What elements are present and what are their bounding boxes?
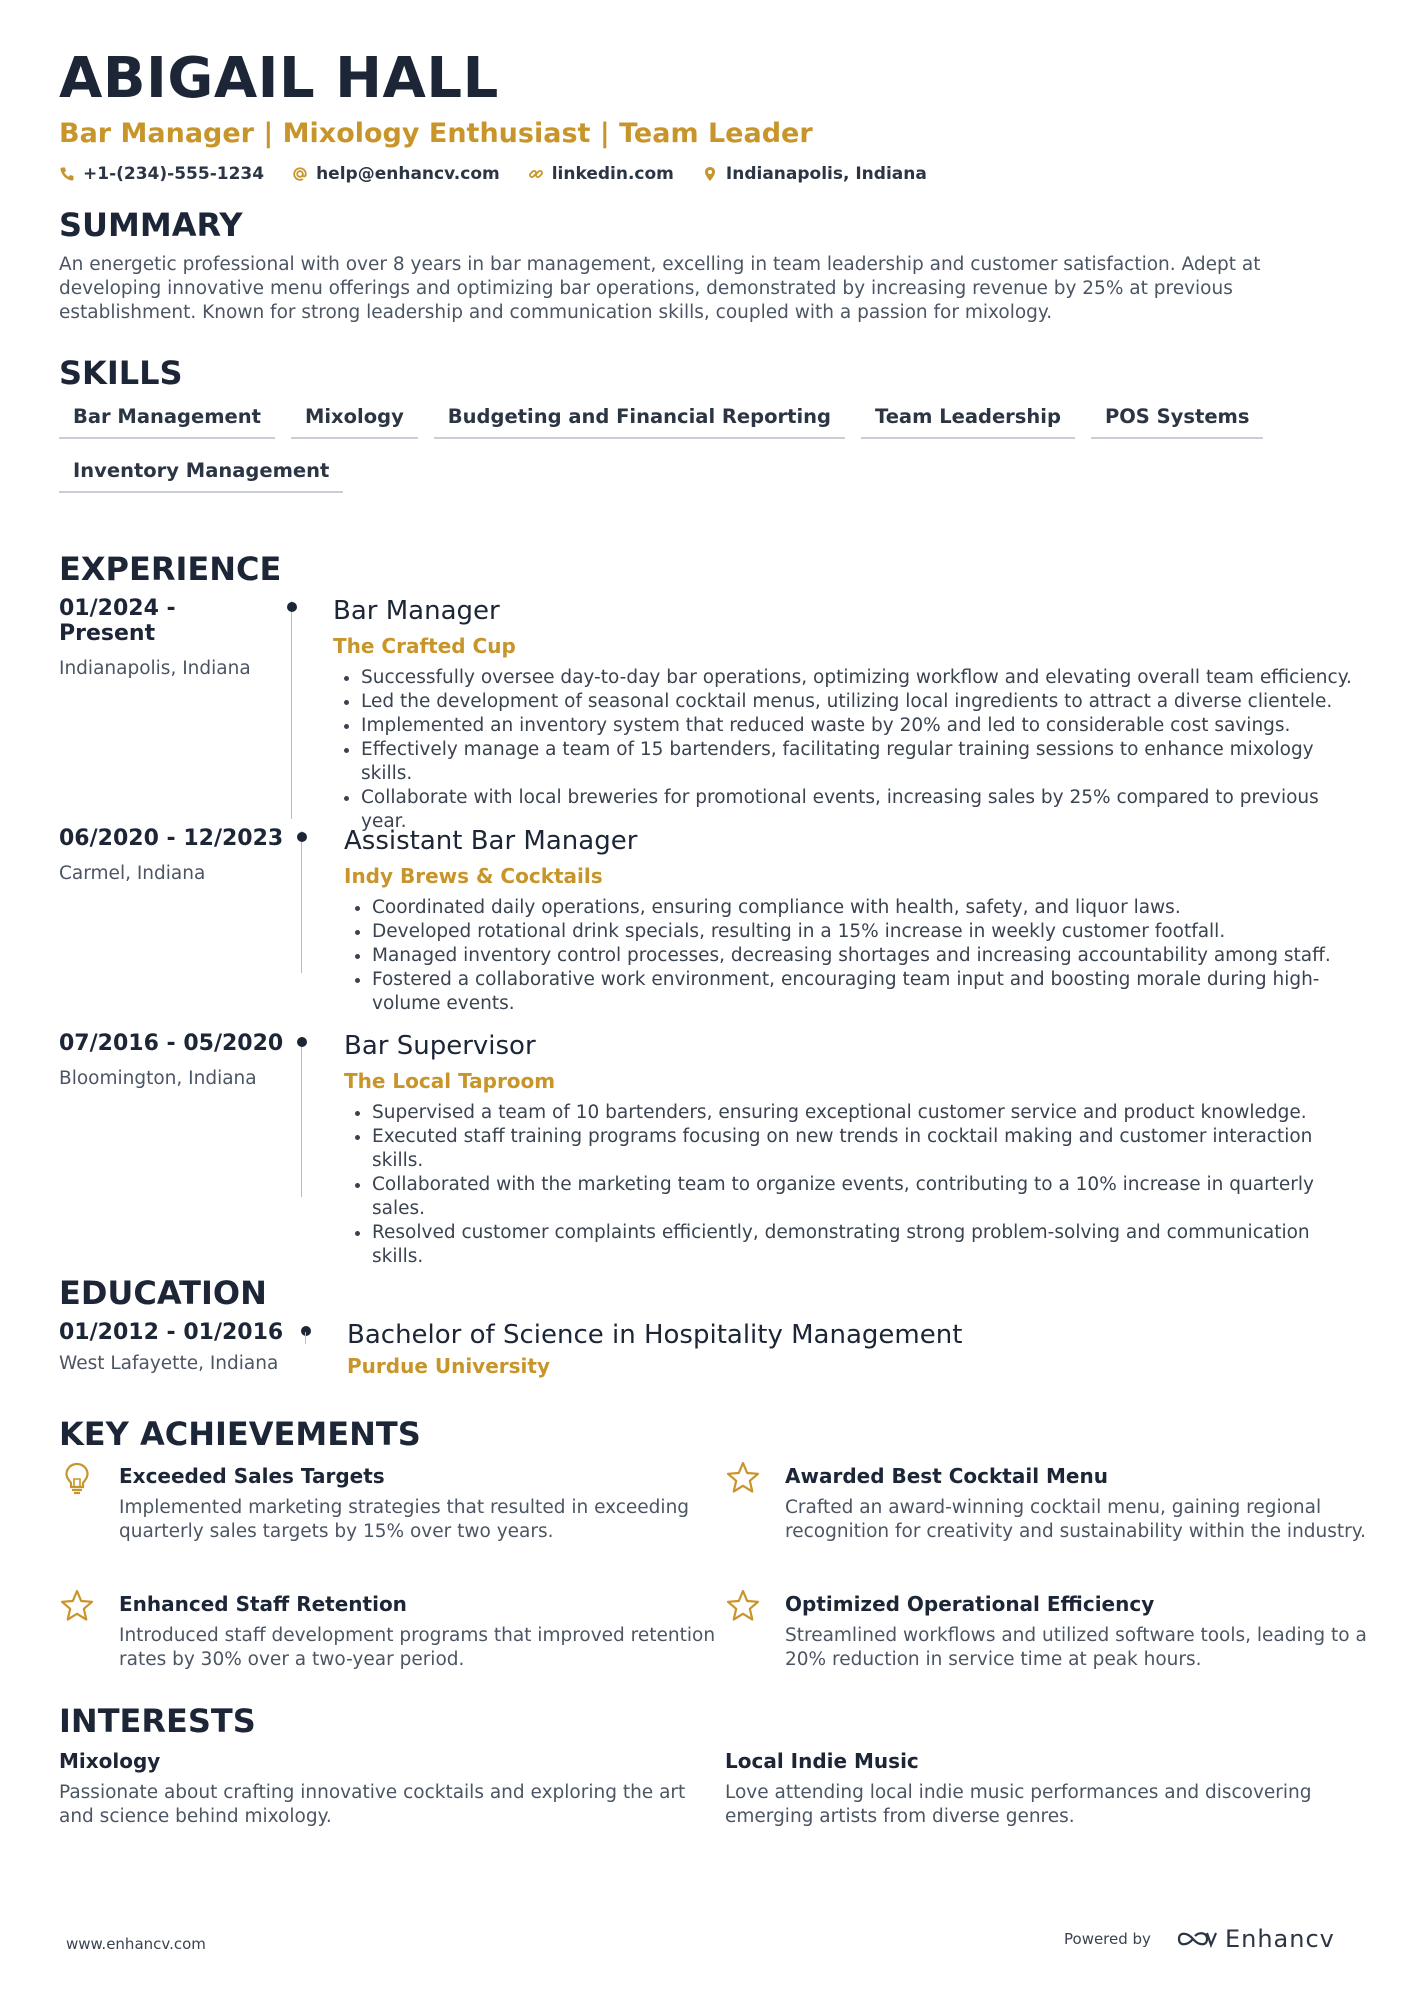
skill-tag: Budgeting and Financial Reporting [434,399,845,439]
enhancv-logo-icon [1175,1927,1219,1951]
education-dates: 01/2012 - 01/2016 [59,1320,284,1345]
achievement-title: Awarded Best Cocktail Menu [785,1464,1108,1488]
phone-text: +1-(234)-555-1234 [83,164,265,184]
linkedin-text: linkedin.com [551,164,674,184]
interest-desc: Love attending local indie music performances and discovering emerging artists from diverse genres. [725,1782,1312,1827]
section-title: SKILLS [59,354,183,392]
achievement-title: Enhanced Staff Retention [119,1592,407,1616]
star-icon [725,1588,761,1624]
contact-bar [59,164,1354,184]
skills-section [59,353,1354,493]
education-location: West Lafayette, Indiana [59,1353,279,1374]
footer-branding[interactable] [1064,1925,1335,1953]
interest-item [59,1749,699,1829]
summary-section [59,205,1354,325]
star-icon [725,1460,761,1496]
location-pin-icon [702,166,718,182]
timeline-line [305,1332,306,1344]
candidate-name: ABIGAIL HALL [59,46,499,111]
bullet-item: • Fostered a collaborative work environment, encouraging team input and boosting morale during high-volume events. [372,968,1354,1016]
bullet-item: • Collaborated with the marketing team to organize events, contributing to a 10% increase in quarterly sales. [372,1173,1354,1221]
timeline-line [301,1037,302,1197]
job-company: The Crafted Cup [333,634,516,658]
achievement-desc: Streamlined workflows and utilized software tools, leading to a 20% reduction in service time at peak hours. [785,1625,1367,1670]
resume-header [59,44,1354,184]
bullet-item: • Implemented an inventory system that reduced waste by 20% and led to considerable cost savings. [361,714,1353,738]
job-dates: 07/2016 - 05/2020 [59,1031,284,1056]
job-role: Bar Supervisor [344,1031,536,1061]
job-location: Bloomington, Indiana [59,1068,257,1089]
achievement-desc: Implemented marketing strategies that resulted in exceeding quarterly sales targets by 15% over two years. [119,1497,690,1542]
job-company: Indy Brews & Cocktails [344,864,603,888]
bullet-item: • Executed staff training programs focusing on new trends in cocktail making and customer interaction skills. [372,1125,1354,1173]
timeline-dot [297,1037,307,1047]
achievement-item [119,1592,719,1672]
timeline-line [301,831,302,973]
skill-tag: POS Systems [1091,399,1264,439]
brand-name: Enhancv [1224,1925,1335,1953]
interest-item [725,1749,1345,1829]
contact-email[interactable] [292,164,500,184]
phone-icon [59,166,75,182]
contact-location [702,164,927,184]
job-role: Bar Manager [333,596,500,626]
section-title: EXPERIENCE [59,550,282,588]
section-title: INTERESTS [59,1702,256,1740]
powered-by-label: Powered by [1064,1930,1151,1948]
section-title: EDUCATION [59,1274,267,1312]
job-dates: 06/2020 - 12/2023 [59,826,284,851]
candidate-title: Bar Manager | Mixology Enthusiast | Team Leader [59,118,813,149]
timeline-dot [301,1326,311,1336]
summary-text: An energetic professional with over 8 years in bar management, excelling in team leadership and customer satisfaction. Adept at developing innovative menu offerings and optimizing bar operations, demonstrated by increasing revenue by 25% at previous establishment. Known for strong leadership and communication skills, coupled with a passion for mixology. [59,254,1261,323]
skill-tag: Team Leadership [861,399,1075,439]
interest-title: Mixology [59,1749,161,1773]
bullet-item: • Led the development of seasonal cocktail menus, utilizing local ingredients to attract a diverse clientele. [361,690,1353,714]
star-icon [59,1588,95,1624]
job-bullets [344,1101,1354,1269]
skill-tag: Bar Management [59,399,275,439]
contact-phone[interactable] [59,164,264,184]
bullet-item: • Collaborate with local breweries for promotional events, increasing sales by 25% compared to previous year. [361,786,1353,834]
job-bullets [333,666,1353,834]
bullet-item: • Developed rotational drink specials, resulting in a 15% increase in weekly customer footfall. [372,920,1354,944]
education-school: Purdue University [347,1354,550,1378]
skill-tag: Mixology [291,399,418,439]
skills-list [59,399,1299,493]
at-icon [292,166,308,182]
interests-section [59,1701,1354,1841]
link-icon [528,166,544,182]
interest-title: Local Indie Music [725,1749,919,1773]
education-section [59,1273,1354,1383]
bullet-item: • Successfully oversee day-to-day bar operations, optimizing workflow and elevating overall team efficiency. [361,666,1353,690]
bullet-item: • Managed inventory control processes, decreasing shortages and increasing accountability among staff. [372,944,1354,968]
bullet-item: • Effectively manage a team of 15 bartenders, facilitating regular training sessions to enhance mixology skills. [361,738,1353,786]
bullet-item: • Resolved customer complaints efficiently, demonstrating strong problem-solving and communication skills. [372,1221,1354,1269]
achievement-item [119,1464,719,1544]
timeline-line [291,601,292,819]
job-role: Assistant Bar Manager [344,826,638,856]
lightbulb-icon [59,1460,95,1496]
bullet-item: • Coordinated daily operations, ensuring compliance with health, safety, and liquor laws. [372,896,1354,920]
bullet-item: • Supervised a team of 10 bartenders, ensuring exceptional customer service and product knowledge. [372,1101,1354,1125]
achievement-desc: Introduced staff development programs that improved retention rates by 30% over a two-year period. [119,1625,716,1670]
job-location: Indianapolis, Indiana [59,658,251,679]
achievements-section [59,1414,1367,1684]
skill-tag: Inventory Management [59,453,343,493]
email-text: help@enhancv.com [316,164,500,184]
achievement-title: Exceeded Sales Targets [119,1464,385,1488]
job-bullets [344,896,1354,1016]
timeline-dot [287,602,297,612]
footer-website[interactable]: www.enhancv.com [66,1935,206,1953]
education-degree: Bachelor of Science in Hospitality Management [347,1320,963,1350]
experience-section [59,549,1354,1267]
achievement-title: Optimized Operational Efficiency [785,1592,1155,1616]
location-text: Indianapolis, Indiana [725,164,927,184]
timeline-dot [297,832,307,842]
achievement-desc: Crafted an award-winning cocktail menu, gaining regional recognition for creativity and sustainability within the industry. [785,1497,1366,1542]
job-dates: 01/2024 - Present [59,596,176,646]
contact-linkedin[interactable] [528,164,674,184]
job-company: The Local Taproom [344,1069,556,1093]
section-title: KEY ACHIEVEMENTS [59,1415,421,1453]
achievement-item [785,1464,1385,1544]
interest-desc: Passionate about crafting innovative cocktails and exploring the art and science behind mixology. [59,1782,686,1827]
job-location: Carmel, Indiana [59,863,206,884]
section-title: SUMMARY [59,206,243,244]
achievement-item [785,1592,1385,1672]
